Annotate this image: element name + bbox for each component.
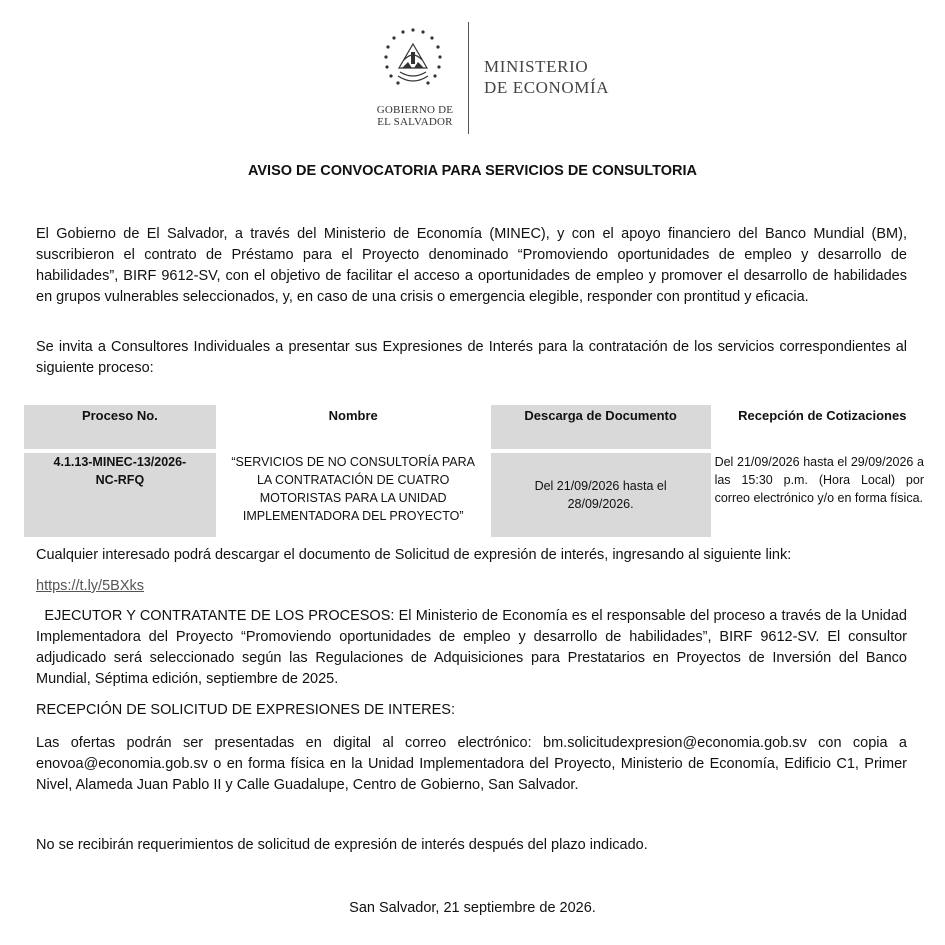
header-descarga: Descarga de Documento [491,405,711,449]
header-nombre: Nombre [328,408,378,423]
download-paragraph: Cualquier interesado podrá descargar el documento de Solicitud de expresión de interés, ingresando al siguiente link: [36,547,792,563]
offers-paragraph: Las ofertas podrán ser presentadas en digital al correo electrónico: bm.solicitudexpresion@economia.gob.sv con copia a enovoa@economia.gob.sv o en forma física en la Unidad Implementadora del Proyecto, Ministerio de Economía, Edificio C1, Primer Nivel, Alameda Juan Pablo II y Calle Guadalupe, Centro de Gobierno, San Salvador. [36,735,907,793]
gov-line-2: EL SALVADOR [377,116,453,128]
document-title: AVISO DE CONVOCATORIA PARA SERVICIOS DE CONSULTORIA [247,163,697,179]
place-and-date: San Salvador, 21 septiembre de 2026. [349,900,596,916]
table-header-row [24,405,934,449]
cell-descarga [491,453,711,537]
cell-nombre [216,453,491,537]
reception-heading: RECEPCIÓN DE SOLICITUD DE EXPRESIONES DE INTERES: [36,702,455,718]
header-recepcion: Recepción de Cotizaciones [738,408,907,423]
proceso-value: 4.1.13-MINEC-13/2026-NC-RFQ [53,455,187,487]
executor-paragraph: EJECUTOR Y CONTRATANTE DE LOS PROCESOS: El Ministerio de Economía es el responsable del proceso a través de la Unidad Implementadora del Proyecto “Promoviendo oportunidades de empleo y desarrollo de habilidades”, BIRF 9612-SV. El consultor adjudicado será seleccionado según las Regulaciones de Adquisiciones para Prestatarios en Proyectos de Inversión del Banco Mundial, Séptima edición, septiembre de 2025. [36,608,912,687]
coat-of-arms-icon [378,26,448,102]
header-proceso: Proceso No. [24,405,216,449]
header-divider [468,22,469,134]
ministry-line-2: DE ECONOMÍA [484,78,610,97]
invite-paragraph: Se invita a Consultores Individuales a presentar sus Expresiones de Interés para la contratación de los servicios correspondientes al siguiente proceso: [36,339,907,376]
recepcion-value: Del 21/09/2026 hasta el 29/09/2026 a las 15:30 p.m. (Hora Local) por correo electrónico y/o en forma física. [714,455,924,505]
table-row [24,453,934,537]
cell-proceso [24,453,216,537]
government-wordmark [360,104,470,128]
gov-line-1: GOBIERNO DE [376,104,454,116]
process-table [24,405,934,537]
letterhead [360,18,660,138]
ministry-wordmark [484,56,609,98]
link-line [36,576,907,597]
intro-paragraph: El Gobierno de El Salvador, a través del Ministerio de Economía (MINEC), y con el apoyo financiero del Banco Mundial (BM), suscribieron el contrato de Préstamo para el Proyecto denominado “Promoviendo oportunidades de empleo y desarrollo de habilidades”, BIRF 9612-SV, con el objetivo de facilitar el acceso a oportunidades de empleo y promover el desarrollo de habilidades en grupos vulnerables seleccionados, y, en caso de una crisis o emergencia elegible, responder con prontitud y eficacia. [36,226,907,305]
download-link[interactable]: https://t.ly/5BXks [36,578,144,594]
nombre-value: “SERVICIOS DE NO CONSULTORÍA PARA LA CONTRATACIÓN DE CUATRO MOTORISTAS PARA LA UNIDAD IMPLEMENTADORA DEL PROYECTO” [231,455,475,523]
deadline-note: No se recibirán requerimientos de solicitud de expresión de interés después del plazo indicado. [36,837,648,853]
ministry-line-1: MINISTERIO [484,57,589,76]
cell-recepcion [711,453,934,537]
descarga-value: Del 21/09/2026 hasta el 28/09/2026. [534,479,667,511]
